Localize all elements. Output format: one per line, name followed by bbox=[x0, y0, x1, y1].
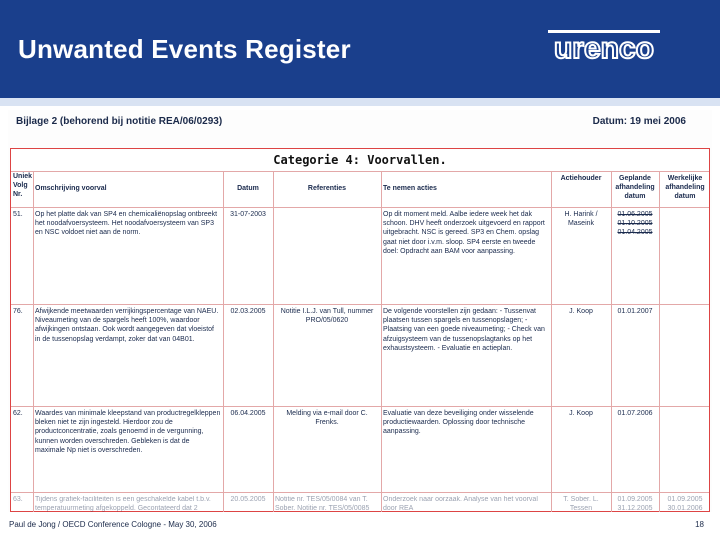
row-planned: 01.07.2006 bbox=[617, 410, 653, 417]
table-divider bbox=[11, 406, 709, 407]
header-actions: Te nemen acties bbox=[383, 185, 437, 192]
scanned-document bbox=[8, 110, 712, 512]
row-date: 31-07-2003 bbox=[230, 211, 266, 218]
row-references: Melding via e-mail door C. Frenks. bbox=[286, 410, 368, 427]
row-actions: De volgende voorstellen zijn gedaan: - Tussenvat plaatsen tussen spargels en tussenopslagen; - Plaatsing van een goede niveaumeting; - Check van afzuigsysteem van de tussenopslagtanks op het exhaustsysteem. - Evaluatie en actieplan. bbox=[383, 308, 545, 352]
row-description: Waardes van minimale kleepstand van productregelkleppen bleken niet te zijn ingesteld. Hierdoor zou de productconcentratie, zoals genoemd in de vergunning, kunnen worden overschreden. Gebleken is dat de maximale Np niet is overschreden. bbox=[35, 410, 221, 454]
header-description: Omschrijving voorval bbox=[35, 185, 107, 192]
row-nr: 76. bbox=[13, 308, 23, 315]
header-nr: Uniek Volg Nr. bbox=[13, 173, 33, 199]
slide-header bbox=[0, 0, 720, 98]
row-description: Tijdens grafiek-faciliteiten is een geschakelde kabel t.b.v. temperatuurmeting afgekoppeld. Gecontateerd dat 2 bbox=[35, 496, 211, 512]
row-owner: J. Koop bbox=[569, 410, 593, 417]
table-divider bbox=[11, 171, 709, 172]
header-references: Referenties bbox=[307, 185, 347, 192]
slide-title: Unwanted Events Register bbox=[18, 34, 351, 64]
events-table bbox=[10, 148, 710, 512]
row-owner: T. Sober. L. Tessen bbox=[563, 496, 599, 512]
header-underline bbox=[0, 98, 720, 106]
header-planned: Geplande afhandeling datum bbox=[615, 175, 655, 201]
header-actual: Werkelijke afhandeling datum bbox=[665, 175, 705, 201]
row-planned: 01.06.2005 01.10.2005 01.04.2005 bbox=[617, 211, 653, 237]
header-owner: Actiehouder bbox=[560, 175, 602, 182]
logo-text: urenco bbox=[553, 32, 655, 65]
row-owner: J. Koop bbox=[569, 308, 593, 315]
document-date: Datum: 19 mei 2006 bbox=[592, 116, 686, 127]
row-owner: H. Harink / Maseink bbox=[564, 211, 598, 228]
row-planned: 01.01.2007 bbox=[617, 308, 653, 315]
row-description: Afwijkende meetwaarden verrijkingspercentage van NAEU. Niveaumeting van de spargels heeft 100%, waardoor afwijkingen ontstaan. Ook wordt aangegeven dat vloeistof in de tussenopslag verdampt, zoker dat van 04B01. bbox=[35, 308, 219, 343]
urenco-logo bbox=[544, 28, 664, 68]
header-date: Datum bbox=[237, 185, 259, 192]
row-actual bbox=[659, 408, 711, 492]
appendix-heading: Bijlage 2 (behorend bij notitie REA/06/0293) bbox=[16, 116, 223, 127]
page-number: 18 bbox=[695, 520, 704, 529]
row-date: 06.04.2005 bbox=[230, 410, 266, 417]
table-divider bbox=[11, 304, 709, 305]
table-divider bbox=[11, 492, 709, 493]
row-references: Notitie I.L.J. van Tull, nummer PRO/05/0620 bbox=[280, 308, 374, 325]
row-references bbox=[273, 209, 381, 304]
table-divider bbox=[11, 207, 709, 208]
row-actual bbox=[659, 209, 711, 304]
row-planned: 01.09.2005 31.12.2005 bbox=[617, 496, 653, 512]
row-actual bbox=[659, 306, 711, 406]
row-actions: Op dit moment meld. Aalbe iedere week het dak schoon. DHV heeft onderzoek uitgevoerd en rapport uitgebracht. NSC is gereed. SP3 en Chem. opslag gaat niet door i.v.m. sloop. SP4 eerste en tweede doel: Opdracht aan BAM voor aanpassing. bbox=[383, 211, 545, 255]
row-date: 20.05.2005 bbox=[230, 496, 266, 503]
row-actual: 01.09.2005 30.01.2006 bbox=[667, 496, 703, 512]
row-nr: 62. bbox=[13, 410, 23, 417]
row-actions: Onderzoek naar oorzaak. Analyse van het voorval door REA bbox=[383, 496, 538, 512]
row-actions: Evaluatie van deze beveiliging onder wisselende productiewaarden. Oplossing door technische aanpassing. bbox=[383, 410, 534, 436]
row-description: Op het platte dak van SP4 en chemicaliënopslag ontbreekt het noodafvoersysteem. Het noodafvoersysteem van SP3 en NSC voldoet niet aan de norm. bbox=[35, 211, 218, 237]
footer-credit: Paul de Jong / OECD Conference Cologne - May 30, 2006 bbox=[9, 520, 217, 529]
category-title: Categorie 4: Voorvallen. bbox=[273, 153, 447, 167]
row-references: Notitie nr. TES/05/0084 van T. Sober. Notitie nr. TES/05/0085 bbox=[275, 496, 370, 512]
row-nr: 63. bbox=[13, 496, 23, 503]
row-nr: 51. bbox=[13, 211, 23, 218]
row-date: 02.03.2005 bbox=[230, 308, 266, 315]
